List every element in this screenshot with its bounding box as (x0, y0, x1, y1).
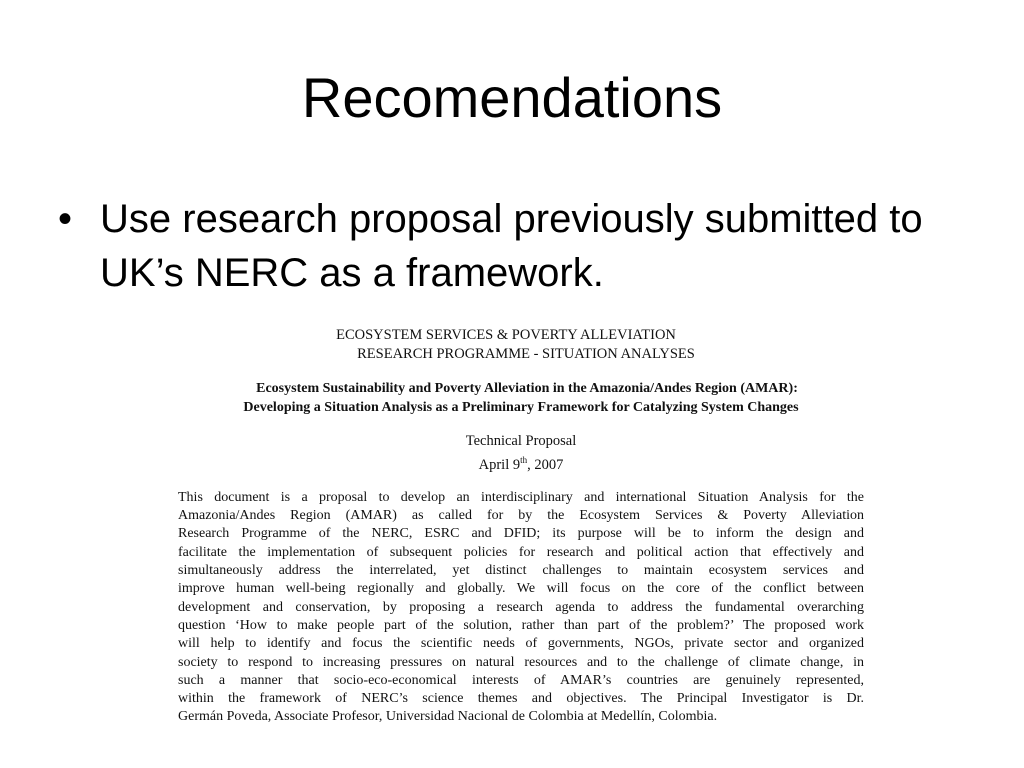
header-line-2: RESEARCH PROGRAMME - SITUATION ANALYSES (357, 346, 695, 362)
paragraph-line: This document is a proposal to develop an interdisciplinary and international Situation Analysis for the (178, 489, 864, 505)
paragraph-line: Amazonia/Andes Region (AMAR) as called for by the Ecosystem Services & Poverty Alleviation (178, 508, 864, 524)
proposal-type: Technical Proposal (465, 433, 577, 449)
paragraph-line: within the framework of NERC’s science themes and objectives. The Principal Investigator is Dr. (178, 691, 864, 707)
bullet-item (58, 192, 978, 300)
header-line-1: ECOSYSTEM SERVICES & POVERTY ALLEVIATION (336, 327, 676, 343)
paragraph-line: facilitate the implementation of subsequent policies for research and political action that effectively and (178, 544, 864, 560)
document-header (178, 326, 864, 364)
date-suffix: th (520, 455, 528, 465)
proposal-date (178, 451, 864, 475)
paragraph-line: question ‘How to make people part of the solution, rather than part of the problem?’ The proposed work (178, 617, 864, 633)
bullet-text: Use research proposal previously submitted to UK’s NERC as a framework. (100, 197, 923, 295)
title-line-2: Developing a Situation Analysis as a Preliminary Framework for Catalyzing System Changes (243, 400, 799, 415)
paragraph-line: simultaneously address the interrelated, yet distinct challenges to maintain ecosystem services and (178, 563, 864, 579)
title-line-1: Ecosystem Sustainability and Poverty Alleviation in the Amazonia/Andes Region (AMAR): (256, 381, 798, 396)
paragraph-line: society to respond to increasing pressures on natural resources and to the challenge of climate change, in (178, 654, 864, 670)
document-meta (178, 432, 864, 475)
date-prefix: April 9 (478, 456, 521, 473)
paragraph-line: will help to identify and focus the scientific needs of governments, NGOs, private sector and organized (178, 636, 864, 652)
document-title (178, 379, 864, 417)
proposal-document-image (178, 326, 864, 740)
paragraph-line: improve human well-being regionally and globally. We will focus on the core of the conflict between (178, 581, 864, 597)
paragraph-line: development and conservation, by proposing a research agenda to address the fundamental overarching (178, 599, 864, 615)
date-year: , 2007 (527, 456, 564, 473)
slide-title: Recomendations (301, 66, 723, 129)
paragraph-line: such a manner that socio-eco-economical interests of AMAR’s countries are genuinely represented, (178, 672, 864, 688)
paragraph-line: Germán Poveda, Associate Profesor, Universidad Nacional de Colombia at Medellín, Colombia. (178, 709, 718, 725)
abstract-paragraph (178, 489, 864, 727)
paragraph-line: Research Programme of the NERC, ESRC and DFID; its purpose will be to inform the design and (178, 526, 864, 542)
bullet-marker: • (58, 197, 73, 241)
